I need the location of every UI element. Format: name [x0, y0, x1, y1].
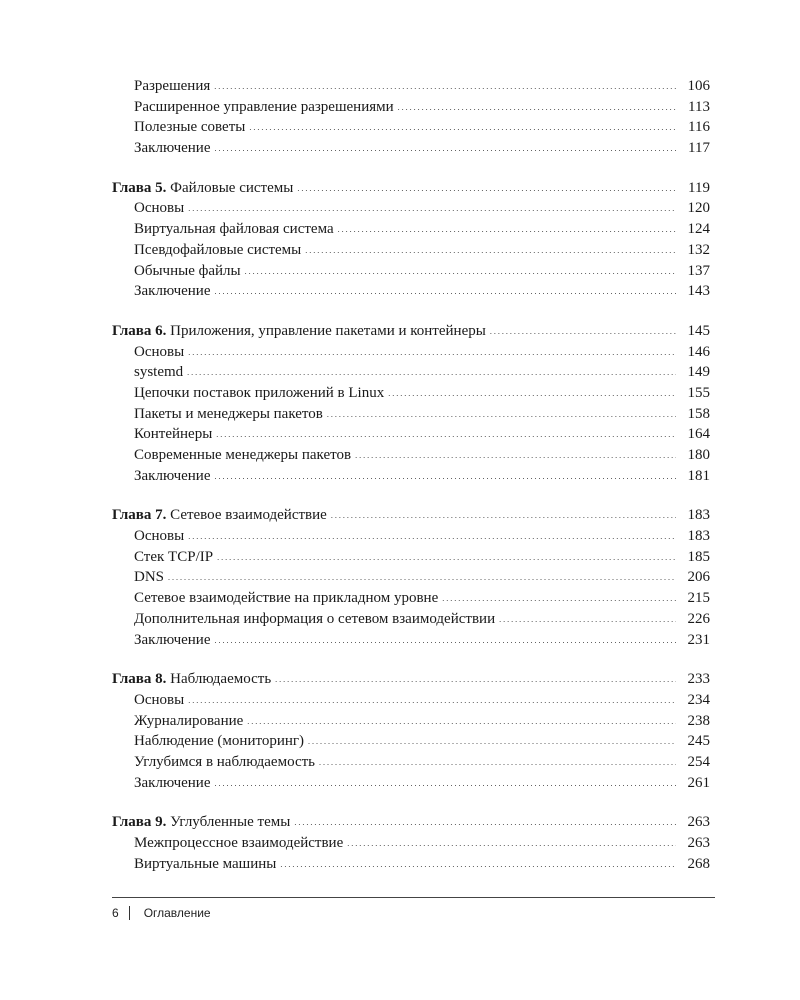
chapter-page-number: 183 [687, 507, 710, 524]
entry-title: Основы [134, 528, 185, 545]
dot-leader [280, 854, 676, 876]
toc-entry-row[interactable] [112, 711, 710, 732]
toc-entry-row[interactable] [112, 752, 710, 773]
footer-page-number: 6 [112, 906, 119, 920]
dot-leader [216, 424, 676, 446]
entry-title: Основы [134, 343, 185, 360]
toc-chapter-row[interactable] [112, 812, 710, 833]
entry-page-number: 164 [687, 426, 710, 443]
toc-entry-row[interactable] [112, 630, 710, 651]
entry-page-number: 149 [687, 364, 710, 381]
dot-leader [215, 630, 677, 652]
entry-page-number: 263 [687, 835, 710, 851]
dot-leader [499, 609, 676, 631]
toc-entry-row[interactable] [112, 466, 710, 487]
dot-leader [187, 362, 676, 384]
dot-leader [305, 240, 676, 262]
dot-leader [215, 466, 677, 488]
entry-page-number: 132 [687, 241, 710, 258]
entry-title: Наблюдение (мониторинг) [134, 733, 305, 750]
entry-page-number: 124 [687, 221, 710, 238]
dot-leader [214, 76, 676, 98]
chapter-title [112, 321, 490, 342]
entry-title: Межпроцессное взаимодействие [134, 835, 344, 851]
dot-leader [297, 178, 676, 200]
entry-title: Углубимся в наблюдаемость [134, 753, 316, 770]
dot-leader [215, 138, 677, 160]
entry-title: Основы [134, 691, 185, 708]
dot-leader [188, 690, 676, 712]
chapter-page-number: 119 [688, 179, 710, 196]
chapter-name: Сетевое взаимодействие [170, 507, 327, 524]
dot-leader [294, 812, 676, 834]
entry-title: Полезные советы [134, 119, 246, 136]
toc-entry-row[interactable] [112, 342, 710, 363]
toc-entry-row[interactable] [112, 854, 710, 875]
entry-page-number: 181 [687, 467, 710, 484]
dot-leader [188, 342, 676, 364]
entry-page-number: 206 [687, 569, 710, 586]
toc-entry-row[interactable] [112, 219, 710, 240]
entry-title: Заключение [134, 283, 211, 300]
chapter-name: Углубленные темы [170, 814, 291, 831]
entry-title: Виртуальная файловая система [134, 221, 334, 238]
toc-entry-row[interactable] [112, 117, 710, 138]
entry-title: Современные менеджеры пакетов [134, 447, 352, 463]
dot-leader [245, 261, 676, 283]
entry-page-number: 215 [687, 590, 710, 607]
entry-title: Дополнительная информация о сетевом взаимодействии [134, 610, 496, 627]
dot-leader [347, 833, 676, 855]
toc-section [112, 321, 710, 487]
entry-title: Заключение [134, 467, 211, 484]
entry-title: Обычные файлы [134, 262, 241, 279]
dot-leader [331, 505, 676, 527]
toc-chapter-row[interactable] [112, 669, 710, 690]
toc-entry-row[interactable] [112, 526, 710, 547]
dot-leader [249, 117, 676, 139]
toc-entry-row[interactable] [112, 404, 710, 425]
toc-entry-row[interactable] [112, 138, 710, 159]
toc-entry-row[interactable] [112, 547, 710, 568]
chapter-title [112, 812, 294, 833]
entry-title: DNS [134, 569, 165, 586]
entry-page-number: 231 [687, 631, 710, 648]
entry-title: Пакеты и менеджеры пакетов [134, 405, 323, 422]
chapter-label: Глава 5. [112, 179, 167, 196]
dot-leader [442, 588, 676, 610]
toc-section [112, 812, 710, 874]
entry-title: Заключение [134, 774, 211, 791]
toc-chapter-row[interactable] [112, 321, 710, 342]
chapter-page-number: 145 [687, 322, 710, 339]
chapter-name: Файловые системы [170, 179, 294, 196]
toc-entry-row[interactable] [112, 240, 710, 261]
entry-page-number: 143 [687, 283, 710, 300]
toc-entry-row[interactable] [112, 690, 710, 711]
entry-title: Журналирование [134, 712, 244, 729]
entry-page-number: 185 [687, 548, 710, 565]
toc-entry-row[interactable] [112, 424, 710, 445]
toc-entry-row[interactable] [112, 362, 710, 383]
entry-page-number: 234 [687, 691, 710, 708]
dot-leader [490, 321, 676, 343]
entry-page-number: 146 [687, 343, 710, 360]
toc-section [112, 178, 710, 302]
toc-section [112, 505, 710, 650]
entry-title: Стек TCP/IP [134, 548, 214, 565]
dot-leader [388, 383, 676, 405]
entry-title: Заключение [134, 631, 211, 648]
entry-title: Контейнеры [134, 426, 213, 443]
toc-section [112, 76, 710, 159]
toc-entry-row[interactable] [112, 198, 710, 219]
toc-entry-row[interactable] [112, 609, 710, 630]
entry-title: Разрешения [134, 78, 211, 94]
entry-page-number: 106 [687, 78, 710, 94]
footer-divider [112, 897, 715, 898]
dot-leader [275, 669, 676, 691]
toc-entry-row[interactable] [112, 567, 710, 588]
footer-section-title: Оглавление [143, 906, 211, 920]
toc-section [112, 669, 710, 793]
dot-leader [319, 752, 676, 774]
entry-title: Заключение [134, 140, 211, 157]
entry-title: Основы [134, 200, 185, 217]
chapter-name: Приложения, управление пакетами и контейнеры [170, 322, 486, 339]
entry-title: Псевдофайловые системы [134, 241, 302, 258]
entry-page-number: 183 [687, 528, 710, 545]
toc-chapter-row[interactable] [112, 505, 710, 526]
entry-title: Сетевое взаимодействие на прикладном уровне [134, 590, 439, 607]
toc-entry-row[interactable] [112, 588, 710, 609]
dot-leader [398, 97, 676, 119]
entry-page-number: 261 [687, 774, 710, 791]
dot-leader [217, 547, 676, 569]
entry-page-number: 137 [687, 262, 710, 279]
chapter-label: Глава 9. [112, 814, 167, 831]
entry-title: Виртуальные машины [134, 855, 277, 872]
dot-leader [215, 773, 677, 795]
toc-entry-row[interactable] [112, 76, 710, 97]
entry-title: Расширенное управление разрешениями [134, 98, 394, 115]
entry-title: Цепочки поставок приложений в Linux [134, 384, 385, 401]
page-footer [112, 904, 211, 922]
dot-leader [188, 198, 676, 220]
chapter-title [112, 669, 275, 690]
chapter-title [112, 178, 297, 199]
dot-leader [355, 445, 676, 467]
table-of-contents [112, 76, 710, 893]
entry-page-number: 226 [687, 610, 710, 627]
footer-separator [129, 906, 130, 920]
chapter-title [112, 505, 331, 526]
entry-page-number: 245 [687, 733, 710, 750]
entry-page-number: 117 [688, 140, 710, 157]
toc-entry-row[interactable] [112, 97, 710, 118]
entry-page-number: 155 [687, 384, 710, 401]
chapter-page-number: 263 [687, 814, 710, 831]
toc-chapter-row[interactable] [112, 178, 710, 199]
entry-page-number: 254 [687, 753, 710, 770]
toc-entry-row[interactable] [112, 445, 710, 466]
dot-leader [308, 731, 676, 753]
toc-entry-row[interactable] [112, 731, 710, 752]
dot-leader [188, 526, 676, 548]
toc-entry-row[interactable] [112, 833, 710, 854]
dot-leader [215, 281, 677, 303]
chapter-label: Глава 8. [112, 671, 167, 688]
toc-entry-row[interactable] [112, 281, 710, 302]
dot-leader [338, 219, 676, 241]
entry-page-number: 120 [687, 200, 710, 217]
toc-entry-row[interactable] [112, 383, 710, 404]
entry-page-number: 238 [687, 712, 710, 729]
chapter-name: Наблюдаемость [170, 671, 272, 688]
chapter-label: Глава 6. [112, 322, 167, 339]
entry-title: systemd [134, 364, 184, 381]
dot-leader [168, 567, 676, 589]
entry-page-number: 116 [688, 119, 710, 136]
entry-page-number: 113 [688, 98, 710, 115]
chapter-label: Глава 7. [112, 507, 167, 524]
entry-page-number: 268 [687, 855, 710, 872]
toc-entry-row[interactable] [112, 773, 710, 794]
entry-page-number: 180 [687, 447, 710, 463]
entry-page-number: 158 [687, 405, 710, 422]
dot-leader [247, 711, 676, 733]
chapter-page-number: 233 [687, 671, 710, 688]
dot-leader [327, 404, 676, 426]
toc-entry-row[interactable] [112, 261, 710, 282]
